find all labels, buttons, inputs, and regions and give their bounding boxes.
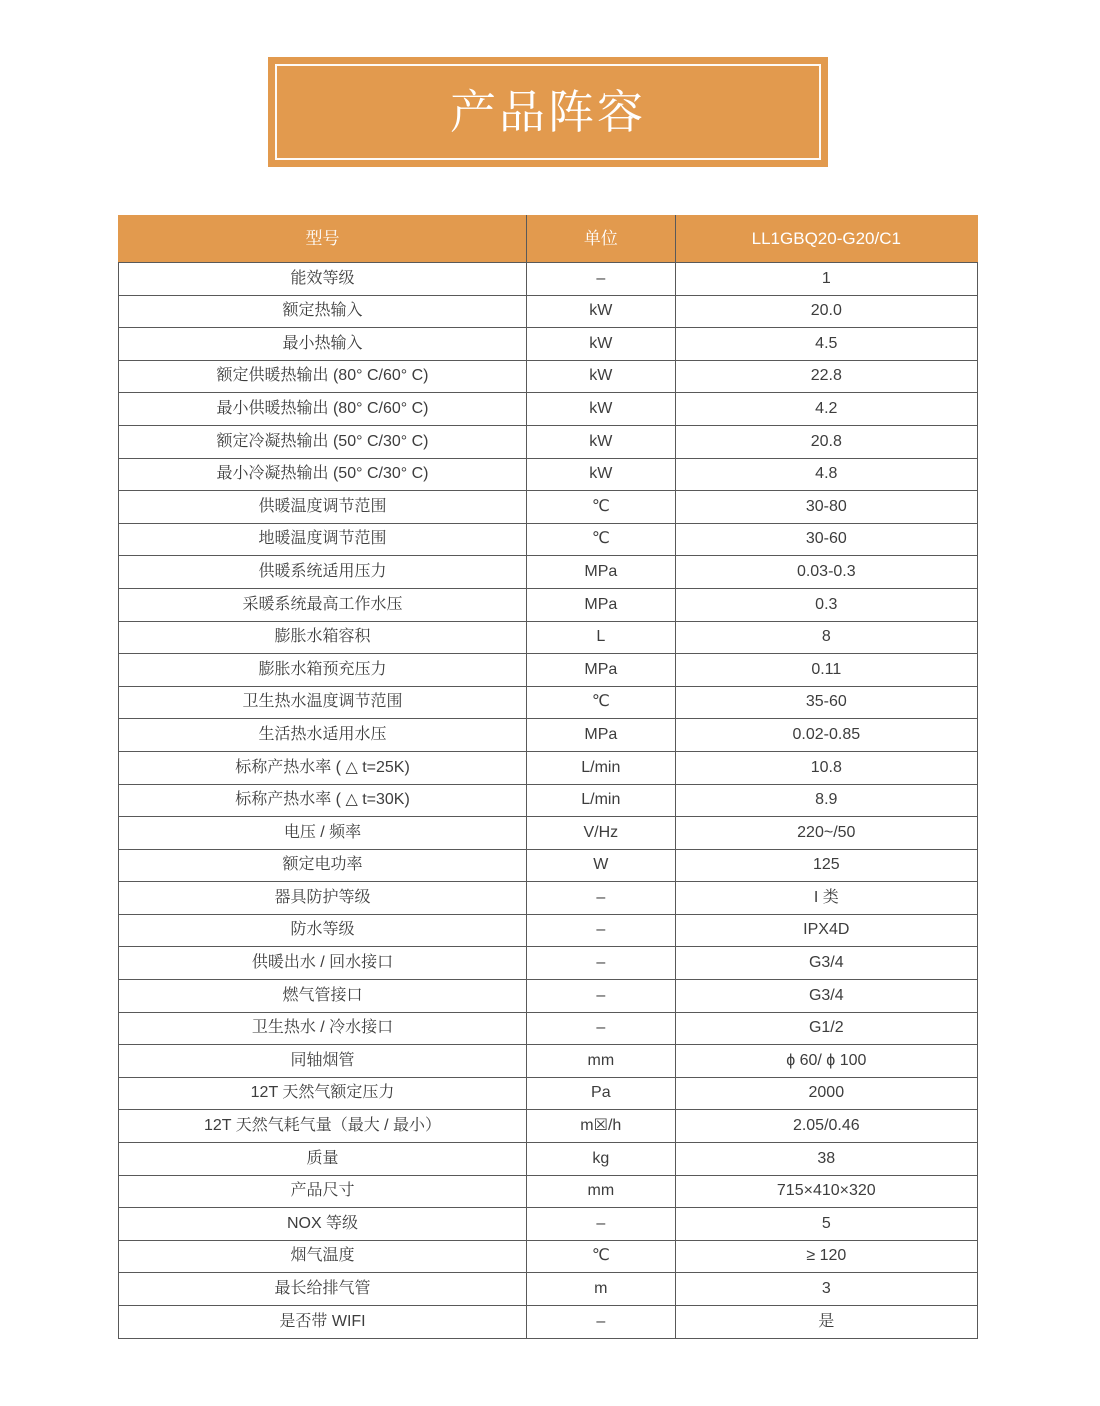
spec-unit-cell: MPa — [527, 556, 676, 589]
spec-row — [119, 425, 978, 458]
spec-param-cell: 生活热水适用水压 — [119, 719, 527, 752]
spec-value-cell: 1 — [675, 263, 977, 296]
spec-value-cell: 4.5 — [675, 328, 977, 361]
spec-param-cell: 膨胀水箱容积 — [119, 621, 527, 654]
spec-value-cell: 0.11 — [675, 654, 977, 687]
spec-param-cell: 12T 天然气额定压力 — [119, 1077, 527, 1110]
spec-param-cell: 防水等级 — [119, 914, 527, 947]
spec-param-cell: 膨胀水箱预充压力 — [119, 654, 527, 687]
spec-unit-cell: MPa — [527, 654, 676, 687]
spec-unit-cell: V/Hz — [527, 817, 676, 850]
spec-unit-cell: – — [527, 1012, 676, 1045]
spec-unit-cell: MPa — [527, 588, 676, 621]
spec-row — [119, 588, 978, 621]
spec-value-cell: G3/4 — [675, 980, 977, 1013]
spec-unit-cell: ℃ — [527, 491, 676, 524]
spec-value-cell: IPX4D — [675, 914, 977, 947]
spec-param-cell: NOX 等级 — [119, 1208, 527, 1241]
product-spec-table — [118, 215, 978, 1339]
spec-value-cell: 4.8 — [675, 458, 977, 491]
spec-value-cell: 38 — [675, 1143, 977, 1176]
spec-row — [119, 1077, 978, 1110]
spec-unit-cell: mm — [527, 1175, 676, 1208]
spec-row — [119, 263, 978, 296]
spec-row — [119, 849, 978, 882]
spec-value-cell: I 类 — [675, 882, 977, 915]
spec-row — [119, 686, 978, 719]
spec-unit-cell: L/min — [527, 751, 676, 784]
spec-param-cell: 产品尺寸 — [119, 1175, 527, 1208]
spec-row — [119, 1175, 978, 1208]
spec-value-cell: 20.8 — [675, 425, 977, 458]
spec-param-cell: 标称产热水率 ( △ t=30K) — [119, 784, 527, 817]
spec-param-cell: 同轴烟管 — [119, 1045, 527, 1078]
spec-param-cell: 最小热输入 — [119, 328, 527, 361]
spec-param-cell: 最小冷凝热输出 (50° C/30° C) — [119, 458, 527, 491]
spec-param-cell: 最小供暖热输出 (80° C/60° C) — [119, 393, 527, 426]
spec-row — [119, 1110, 978, 1143]
spec-unit-cell: m — [527, 1273, 676, 1306]
spec-unit-cell: L/min — [527, 784, 676, 817]
spec-param-cell: 烟气温度 — [119, 1240, 527, 1273]
spec-param-cell: 能效等级 — [119, 263, 527, 296]
spec-unit-cell: kW — [527, 360, 676, 393]
spec-param-cell: 卫生热水温度调节范围 — [119, 686, 527, 719]
spec-unit-cell: – — [527, 263, 676, 296]
spec-param-cell: 最长给排气管 — [119, 1273, 527, 1306]
spec-row — [119, 360, 978, 393]
spec-param-cell: 燃气管接口 — [119, 980, 527, 1013]
spec-row — [119, 458, 978, 491]
spec-row — [119, 1306, 978, 1339]
column-header-model: 型号 — [119, 216, 527, 263]
spec-value-cell: 3 — [675, 1273, 977, 1306]
spec-row — [119, 1143, 978, 1176]
spec-value-cell: 8.9 — [675, 784, 977, 817]
spec-row — [119, 654, 978, 687]
spec-unit-cell: W — [527, 849, 676, 882]
spec-row — [119, 1012, 978, 1045]
spec-value-cell: 0.02-0.85 — [675, 719, 977, 752]
spec-row — [119, 1240, 978, 1273]
spec-unit-cell: – — [527, 980, 676, 1013]
spec-param-cell: 器具防护等级 — [119, 882, 527, 915]
product-lineup-banner — [268, 57, 828, 167]
spec-param-cell: 额定电功率 — [119, 849, 527, 882]
spec-row — [119, 947, 978, 980]
banner-inner-border — [275, 64, 821, 160]
spec-unit-cell: kW — [527, 295, 676, 328]
spec-value-cell: 0.03-0.3 — [675, 556, 977, 589]
spec-unit-cell: kW — [527, 393, 676, 426]
spec-unit-cell: ℃ — [527, 523, 676, 556]
spec-row — [119, 393, 978, 426]
spec-value-cell: 30-60 — [675, 523, 977, 556]
spec-value-cell: G1/2 — [675, 1012, 977, 1045]
spec-value-cell: 是 — [675, 1306, 977, 1339]
spec-param-cell: 供暖系统适用压力 — [119, 556, 527, 589]
spec-value-cell: 2000 — [675, 1077, 977, 1110]
spec-value-cell: ≥ 120 — [675, 1240, 977, 1273]
spec-param-cell: 卫生热水 / 冷水接口 — [119, 1012, 527, 1045]
spec-row — [119, 817, 978, 850]
spec-row — [119, 784, 978, 817]
spec-value-cell: 125 — [675, 849, 977, 882]
spec-row — [119, 295, 978, 328]
spec-row — [119, 556, 978, 589]
spec-unit-cell: kW — [527, 328, 676, 361]
spec-value-cell: 5 — [675, 1208, 977, 1241]
spec-unit-cell: kg — [527, 1143, 676, 1176]
spec-param-cell: 12T 天然气耗气量（最大 / 最小） — [119, 1110, 527, 1143]
spec-unit-cell: Pa — [527, 1077, 676, 1110]
spec-row — [119, 491, 978, 524]
spec-value-cell: 2.05/0.46 — [675, 1110, 977, 1143]
spec-row — [119, 1208, 978, 1241]
spec-unit-cell: – — [527, 1208, 676, 1241]
spec-value-cell: 0.3 — [675, 588, 977, 621]
spec-row — [119, 751, 978, 784]
column-header-product-model: LL1GBQ20-G20/C1 — [675, 216, 977, 263]
spec-row — [119, 719, 978, 752]
spec-param-cell: 电压 / 频率 — [119, 817, 527, 850]
spec-unit-cell: – — [527, 947, 676, 980]
spec-unit-cell: mm — [527, 1045, 676, 1078]
spec-row — [119, 621, 978, 654]
spec-param-cell: 供暖温度调节范围 — [119, 491, 527, 524]
spec-unit-cell: ℃ — [527, 686, 676, 719]
spec-value-cell: 22.8 — [675, 360, 977, 393]
spec-value-cell: 4.2 — [675, 393, 977, 426]
spec-row — [119, 1045, 978, 1078]
spec-table-body — [119, 263, 978, 1339]
spec-param-cell: 额定热输入 — [119, 295, 527, 328]
spec-unit-cell: – — [527, 914, 676, 947]
spec-value-cell: 30-80 — [675, 491, 977, 524]
spec-value-cell: ϕ 60/ ϕ 100 — [675, 1045, 977, 1078]
spec-value-cell: 20.0 — [675, 295, 977, 328]
page-title: 产品阵容 — [450, 86, 646, 138]
spec-table-header-row — [119, 216, 978, 263]
spec-param-cell: 额定冷凝热输出 (50° C/30° C) — [119, 425, 527, 458]
spec-value-cell: 35-60 — [675, 686, 977, 719]
spec-row — [119, 980, 978, 1013]
spec-param-cell: 供暖出水 / 回水接口 — [119, 947, 527, 980]
spec-row — [119, 882, 978, 915]
spec-value-cell: G3/4 — [675, 947, 977, 980]
spec-unit-cell: m☒/h — [527, 1110, 676, 1143]
spec-unit-cell: kW — [527, 458, 676, 491]
spec-row — [119, 523, 978, 556]
spec-param-cell: 标称产热水率 ( △ t=25K) — [119, 751, 527, 784]
spec-row — [119, 328, 978, 361]
spec-row — [119, 1273, 978, 1306]
spec-unit-cell: – — [527, 1306, 676, 1339]
spec-row — [119, 914, 978, 947]
column-header-unit: 单位 — [527, 216, 676, 263]
spec-value-cell: 220~/50 — [675, 817, 977, 850]
spec-value-cell: 8 — [675, 621, 977, 654]
spec-param-cell: 是否带 WIFI — [119, 1306, 527, 1339]
spec-param-cell: 地暖温度调节范围 — [119, 523, 527, 556]
spec-value-cell: 10.8 — [675, 751, 977, 784]
spec-unit-cell: MPa — [527, 719, 676, 752]
spec-param-cell: 采暖系统最高工作水压 — [119, 588, 527, 621]
spec-unit-cell: L — [527, 621, 676, 654]
spec-param-cell: 额定供暖热输出 (80° C/60° C) — [119, 360, 527, 393]
spec-unit-cell: – — [527, 882, 676, 915]
spec-param-cell: 质量 — [119, 1143, 527, 1176]
spec-value-cell: 715×410×320 — [675, 1175, 977, 1208]
spec-unit-cell: ℃ — [527, 1240, 676, 1273]
spec-unit-cell: kW — [527, 425, 676, 458]
